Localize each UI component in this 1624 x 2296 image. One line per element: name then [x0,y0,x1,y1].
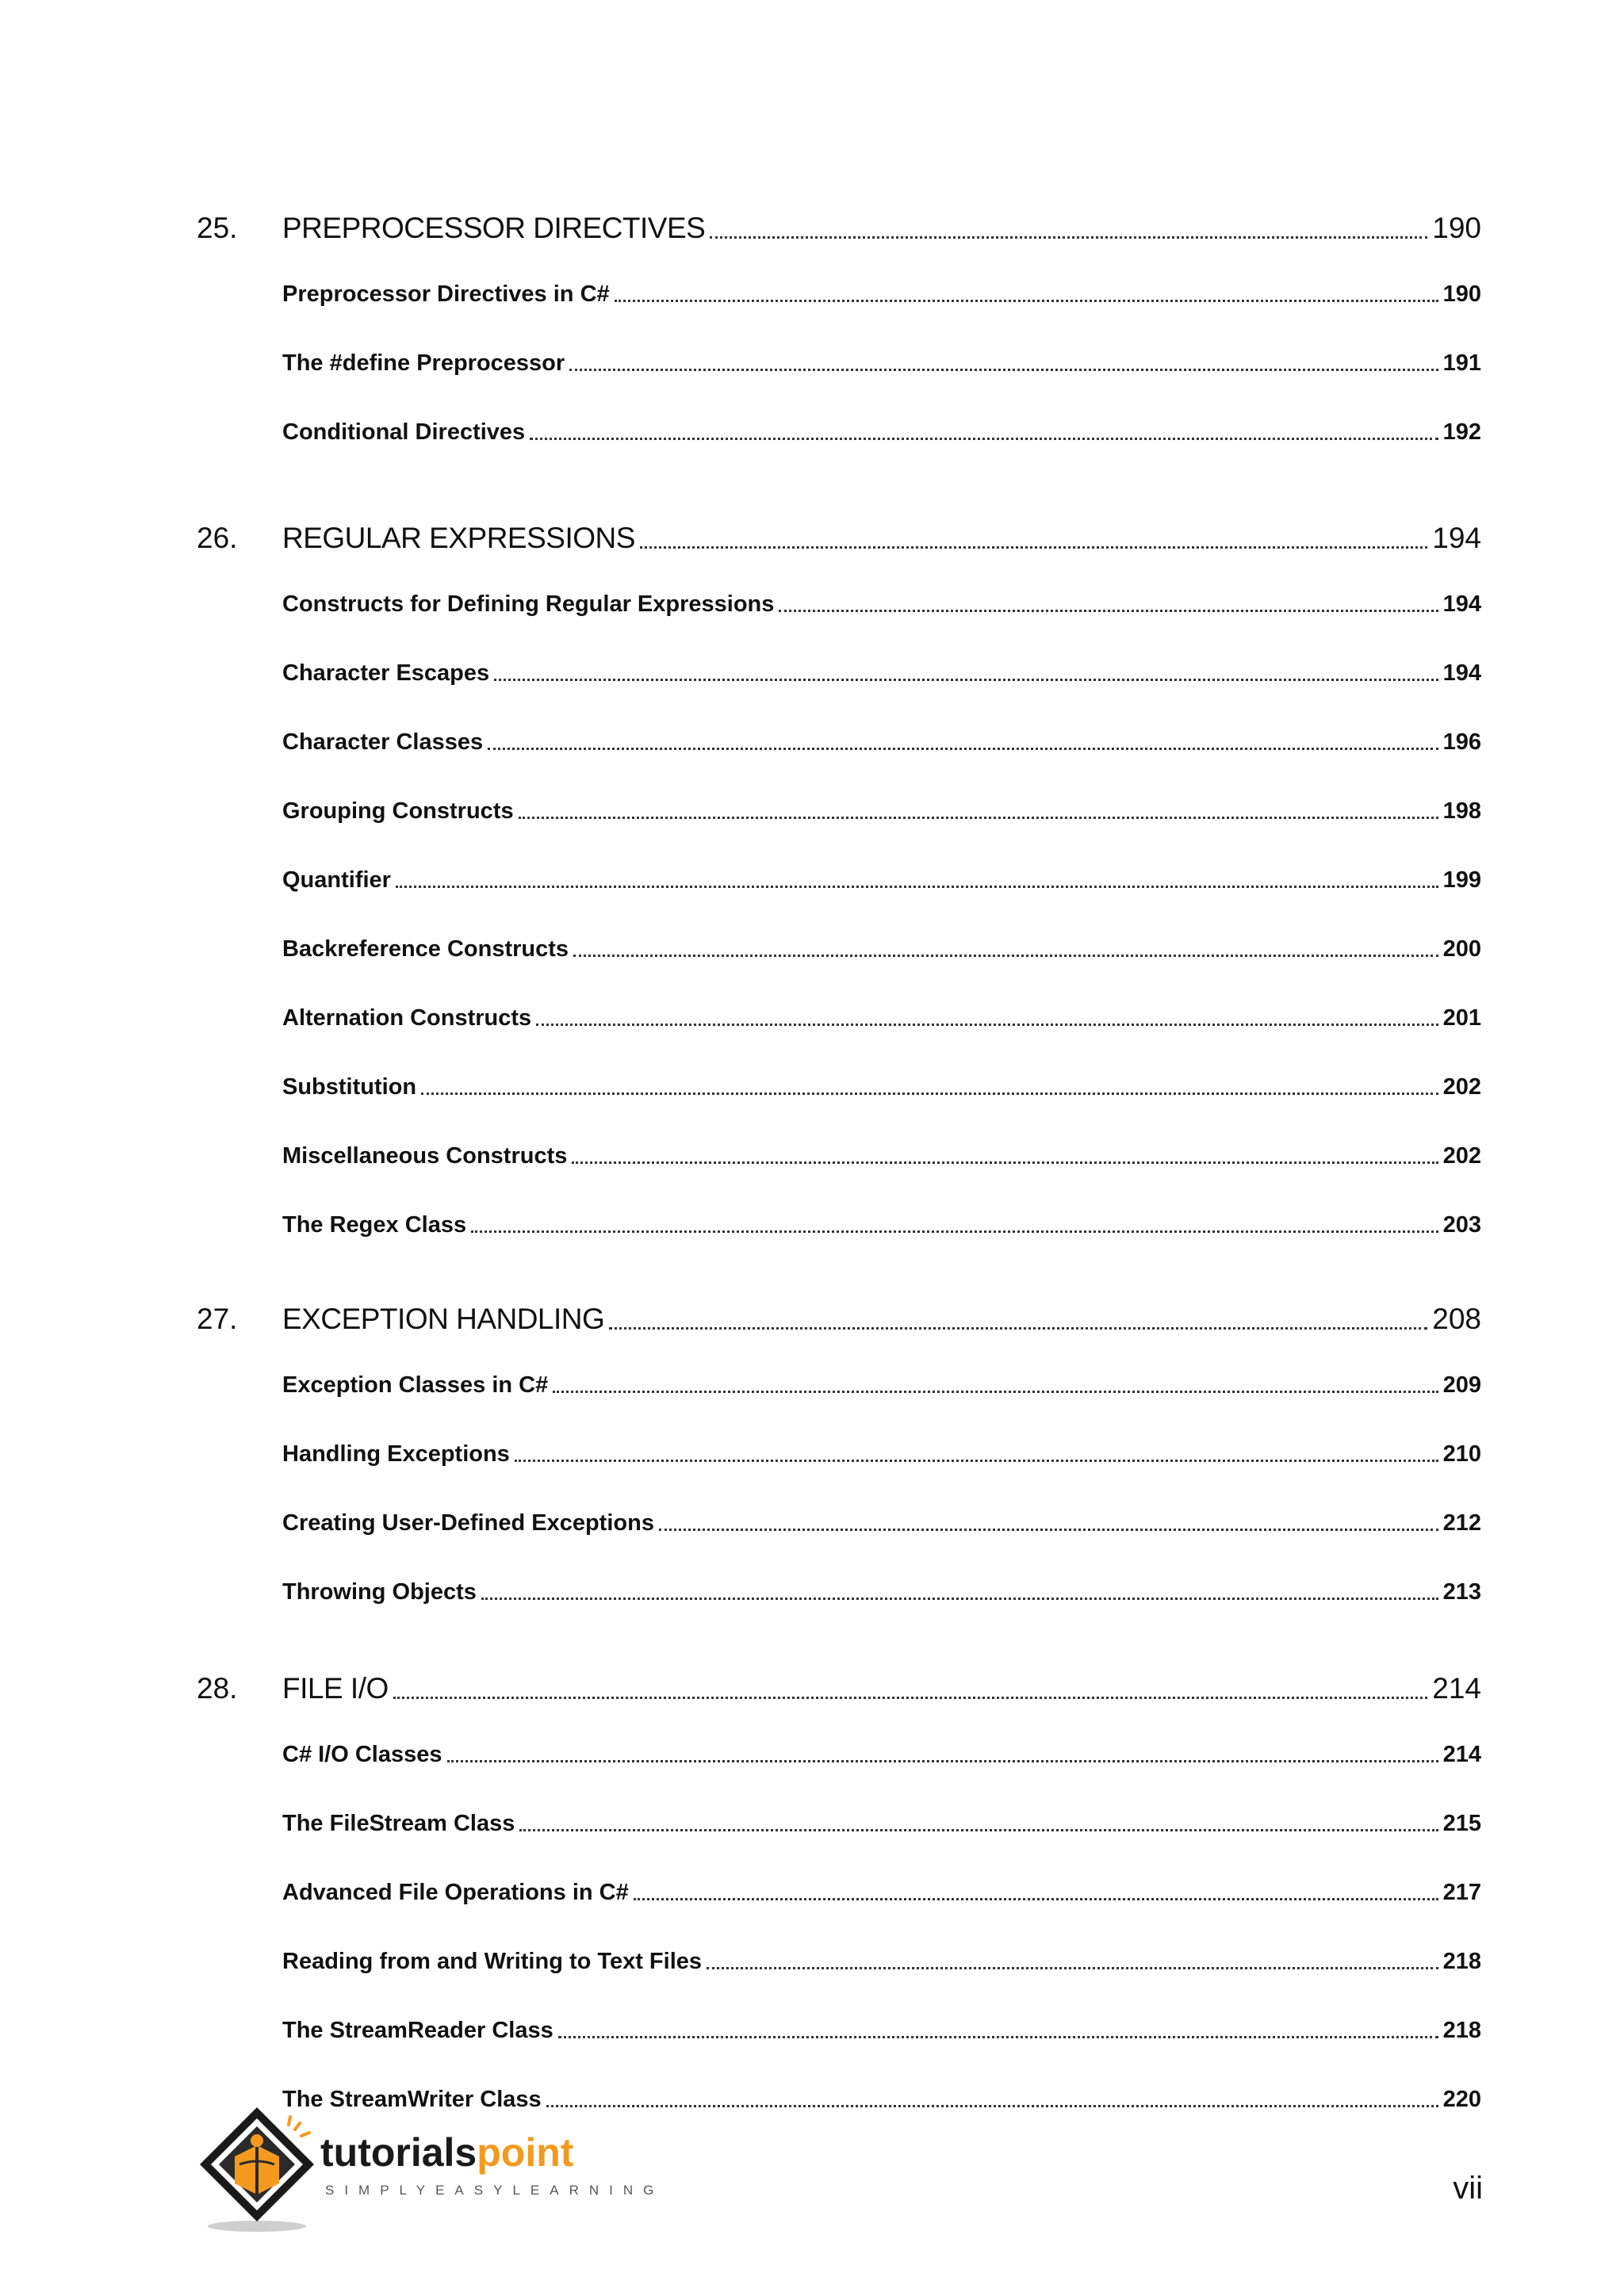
toc-section-title: Alternation Constructs [282,1005,532,1031]
toc-section-row[interactable] [282,584,1481,616]
toc-leader-dots [519,1829,1438,1831]
toc-section-page: 212 [1442,1510,1481,1536]
toc-section-page: 194 [1442,591,1481,617]
toc-chapter-row[interactable] [197,1655,1481,1703]
toc-leader-dots [640,546,1427,549]
toc-section-page: 217 [1442,1880,1481,1905]
toc-leader-dots [447,1760,1438,1762]
toc-section-title: Grouping Constructs [282,798,514,824]
toc-leader-dots [634,1898,1438,1900]
toc-section-page: 215 [1442,1811,1481,1836]
toc-section-row[interactable] [282,1205,1481,1237]
toc-section-row[interactable] [282,274,1481,306]
toc-leader-dots [779,610,1438,612]
toc-section-page: 218 [1442,1949,1481,1974]
toc-section-page: 202 [1442,1143,1481,1169]
toc-leader-dots [519,817,1438,819]
toc-chapter-title: PREPROCESSOR DIRECTIVES [282,212,706,244]
toc-leader-dots [609,1327,1427,1330]
toc-section-title: Advanced File Operations in C# [282,1880,629,1905]
toc-section-row[interactable] [282,791,1481,823]
toc-chapter-page: 208 [1432,1303,1481,1335]
toc-section-row[interactable] [282,653,1481,685]
toc-section-page: 196 [1442,729,1481,755]
toc-section-page: 198 [1442,798,1481,824]
toc-chapter-row[interactable] [197,1286,1481,1334]
toc-section-page: 218 [1442,2018,1481,2043]
toc-chapter-title: FILE I/O [282,1672,389,1705]
tutorialspoint-logo [193,2101,665,2236]
toc-section-title: Constructs for Defining Regular Expressions [282,591,775,617]
page-number: vii [1453,2171,1483,2206]
toc-section-row[interactable] [282,412,1481,444]
toc-section-page: 209 [1442,1372,1481,1398]
logo-wordmark-tutorials: tutorials [320,2130,477,2175]
toc-section-page: 191 [1442,350,1481,376]
toc-section-row[interactable] [282,929,1481,961]
toc-chapter-row[interactable] [197,505,1481,553]
toc-section-row[interactable] [282,1735,1481,1766]
toc-section-row[interactable] [282,1572,1481,1604]
toc-section-title: Reading from and Writing to Text Files [282,1949,703,1974]
toc-section-row[interactable] [282,1503,1481,1535]
toc-section-title: The FileStream Class [282,1811,515,1836]
toc-section-page: 213 [1442,1579,1481,1605]
toc-leader-dots [710,236,1427,239]
toc-section-row[interactable] [282,1804,1481,1835]
toc-section-page: 202 [1442,1074,1481,1100]
toc-section-row[interactable] [282,1434,1481,1466]
toc-section-title: Handling Exceptions [282,1441,510,1467]
toc-leader-dots [536,1024,1438,1026]
toc-section-page: 194 [1442,660,1481,686]
toc-section-title: Quantifier [282,867,391,893]
toc-section-page: 210 [1442,1441,1481,1467]
toc-section-title: Creating User-Defined Exceptions [282,1510,654,1536]
toc-section-title: Character Classes [282,729,484,755]
toc-section-title: Backreference Constructs [282,936,569,962]
toc-chapter-number: 28. [197,1672,238,1705]
toc-leader-dots [558,2036,1438,2038]
toc-leader-dots [573,955,1438,957]
toc-leader-dots [393,1697,1428,1699]
toc-leader-dots [553,1391,1438,1393]
logo-tagline: SIMPLYEASYLEARNING [325,2183,665,2198]
toc-section-row[interactable] [282,722,1481,754]
toc-section-row[interactable] [282,998,1481,1030]
toc-section-title: Miscellaneous Constructs [282,1143,568,1169]
toc-leader-dots [572,1161,1438,1164]
toc-section-row[interactable] [282,1067,1481,1099]
toc-leader-dots [659,1529,1438,1531]
toc-section-title: Character Escapes [282,660,490,686]
toc-section-row[interactable] [282,2011,1481,2042]
toc-leader-dots [481,1598,1438,1600]
toc-section-title: Throwing Objects [282,1579,477,1605]
toc-section-row[interactable] [282,1365,1481,1397]
toc-section-page: 190 [1442,281,1481,307]
toc-section-title: C# I/O Classes [282,1742,442,1767]
toc-chapter-title: EXCEPTION HANDLING [282,1303,605,1335]
toc-section-page: 199 [1442,867,1481,893]
toc-leader-dots [494,679,1438,681]
toc-leader-dots [530,438,1438,440]
toc-section-row[interactable] [282,860,1481,892]
toc-chapter-page: 190 [1432,212,1481,244]
toc-leader-dots [569,369,1438,371]
toc-section-title: The #define Preprocessor [282,350,565,376]
toc-section-page: 220 [1442,2087,1481,2112]
toc-leader-dots [471,1230,1438,1233]
toc-leader-dots [515,1460,1438,1462]
toc-section-page: 203 [1442,1212,1481,1238]
toc-chapter-number: 25. [197,212,238,244]
toc-section-page: 214 [1442,1742,1481,1767]
toc-chapter-page: 214 [1432,1672,1481,1705]
toc-section-page: 192 [1442,419,1481,445]
toc-section-row[interactable] [282,1136,1481,1168]
tutorialspoint-diamond-logo-icon [193,2101,328,2236]
toc-section-title: The StreamReader Class [282,2018,553,2043]
toc-section-title: Exception Classes in C# [282,1372,549,1398]
toc-chapter-number: 27. [197,1303,238,1335]
toc-section-title: The StreamWriter Class [282,2087,542,2112]
toc-chapter-title: REGULAR EXPRESSIONS [282,522,635,554]
toc-leader-dots [396,886,1438,888]
toc-section-row[interactable] [282,1873,1481,1904]
toc-chapter-number: 26. [197,522,238,554]
toc-leader-dots [421,1093,1438,1095]
toc-chapter-page: 194 [1432,522,1481,554]
toc-section-row[interactable] [282,1942,1481,1973]
toc-leader-dots [546,2105,1438,2107]
toc-section-page: 200 [1442,936,1481,962]
logo-wordmark [320,2130,574,2175]
toc-chapter-row[interactable] [197,195,1481,243]
toc-section-title: Substitution [282,1074,417,1100]
toc-section-title: Preprocessor Directives in C# [282,281,610,307]
toc-leader-dots [707,1967,1438,1969]
toc-leader-dots [488,748,1438,750]
toc-section-page: 201 [1442,1005,1481,1031]
logo-wordmark-point: point [477,2130,574,2175]
toc-section-title: Conditional Directives [282,419,526,445]
toc-leader-dots [615,300,1438,302]
toc-section-row[interactable] [282,343,1481,375]
toc-section-title: The Regex Class [282,1212,467,1238]
